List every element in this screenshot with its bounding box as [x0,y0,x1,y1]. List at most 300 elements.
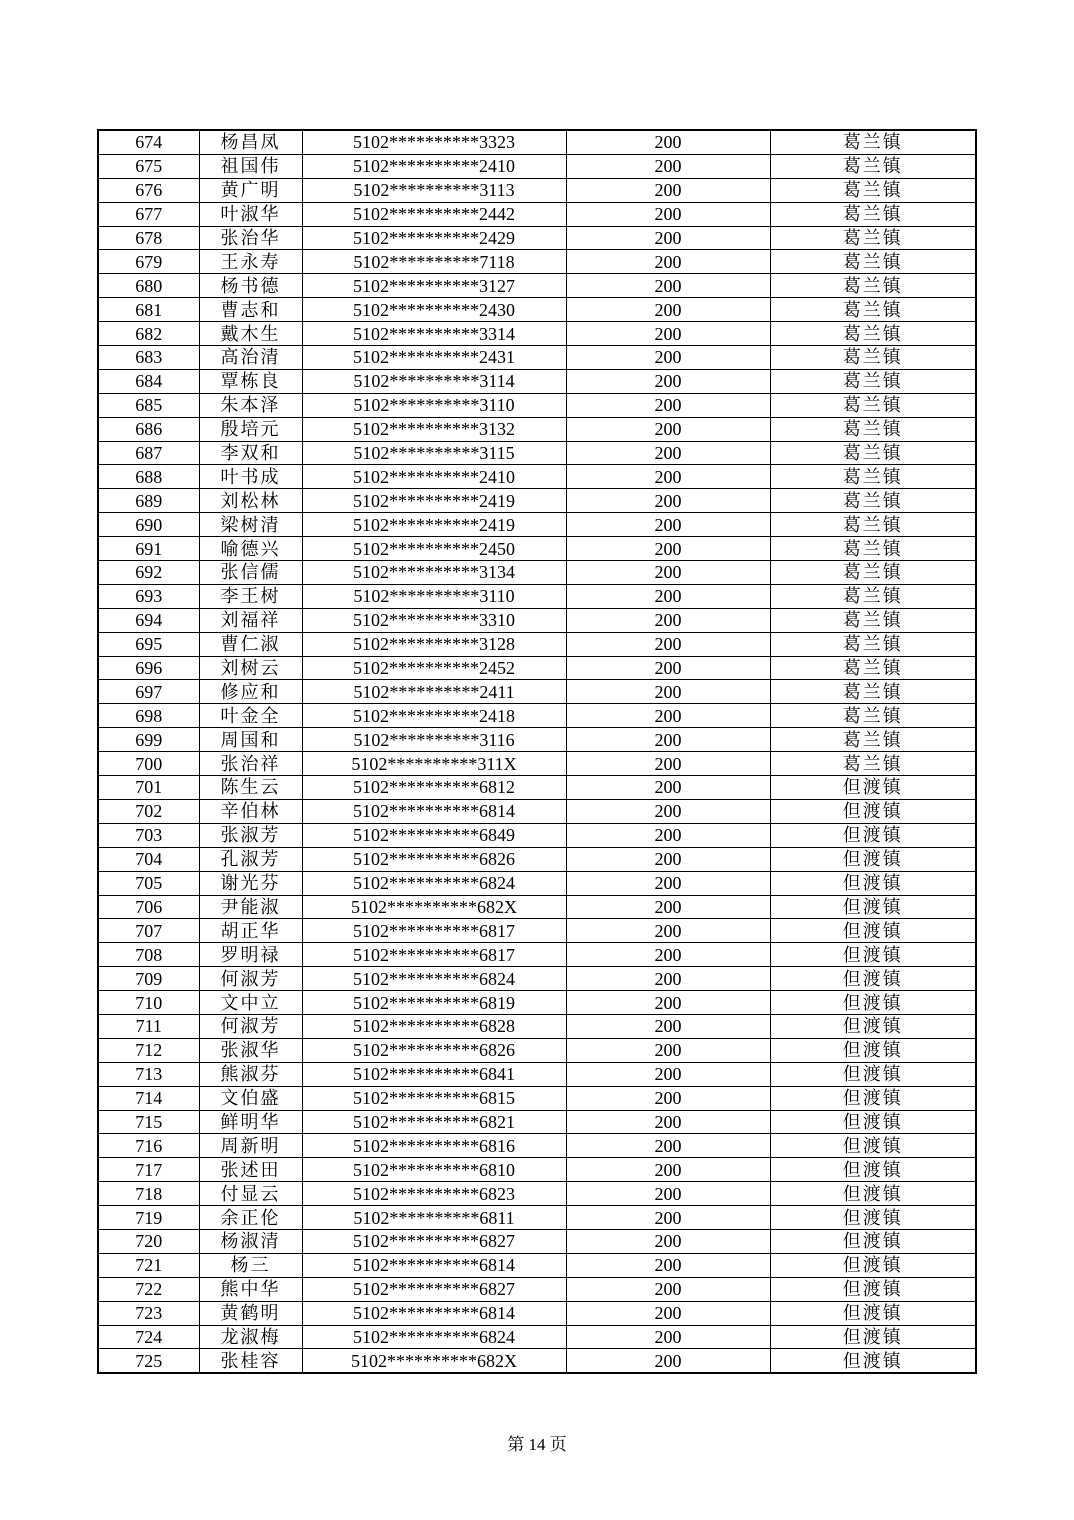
row-number-cell: 686 [98,417,199,441]
town-cell: 但渡镇 [770,1014,976,1038]
id-number-cell: 5102**********3127 [302,274,566,298]
id-number-cell: 5102**********2429 [302,226,566,250]
name-cell: 王永寿 [199,250,302,274]
row-number-cell: 679 [98,250,199,274]
name-cell: 龙淑梅 [199,1325,302,1349]
table-row [98,799,976,823]
amount-cell: 200 [566,369,770,393]
id-number-cell: 5102**********7118 [302,250,566,274]
town-cell: 但渡镇 [770,847,976,871]
amount-cell: 200 [566,393,770,417]
amount-cell: 200 [566,346,770,370]
name-cell: 喻德兴 [199,537,302,561]
amount-cell: 200 [566,1253,770,1277]
row-number-cell: 703 [98,823,199,847]
row-number-cell: 722 [98,1277,199,1301]
name-cell: 刘松林 [199,489,302,513]
amount-cell: 200 [566,322,770,346]
amount-cell: 200 [566,943,770,967]
amount-cell: 200 [566,823,770,847]
amount-cell: 200 [566,537,770,561]
table-row [98,1325,976,1349]
row-number-cell: 719 [98,1206,199,1230]
table-row [98,130,976,154]
table-row [98,608,976,632]
table-row [98,441,976,465]
town-cell: 葛兰镇 [770,226,976,250]
id-number-cell: 5102**********3323 [302,130,566,154]
row-number-cell: 695 [98,632,199,656]
id-number-cell: 5102**********6811 [302,1206,566,1230]
town-cell: 葛兰镇 [770,752,976,776]
row-number-cell: 701 [98,776,199,800]
name-cell: 张信儒 [199,561,302,585]
name-cell: 祖国伟 [199,154,302,178]
amount-cell: 200 [566,1325,770,1349]
amount-cell: 200 [566,1062,770,1086]
row-number-cell: 710 [98,991,199,1015]
name-cell: 叶淑华 [199,202,302,226]
name-cell: 修应和 [199,680,302,704]
town-cell: 但渡镇 [770,1349,976,1373]
amount-cell: 200 [566,226,770,250]
id-number-cell: 5102**********2430 [302,298,566,322]
row-number-cell: 705 [98,871,199,895]
amount-cell: 200 [566,1014,770,1038]
town-cell: 葛兰镇 [770,632,976,656]
name-cell: 熊淑芬 [199,1062,302,1086]
id-number-cell: 5102**********2418 [302,704,566,728]
town-cell: 但渡镇 [770,1158,976,1182]
table-row [98,776,976,800]
table-row [98,1349,976,1373]
id-number-cell: 5102**********3134 [302,561,566,585]
name-cell: 陈生云 [199,776,302,800]
row-number-cell: 675 [98,154,199,178]
name-cell: 何淑芳 [199,1014,302,1038]
table-row [98,1062,976,1086]
name-cell: 覃栋良 [199,369,302,393]
row-number-cell: 700 [98,752,199,776]
town-cell: 但渡镇 [770,1301,976,1325]
row-number-cell: 711 [98,1014,199,1038]
table-row [98,561,976,585]
town-cell: 葛兰镇 [770,704,976,728]
table-row [98,823,976,847]
table-row [98,178,976,202]
row-number-cell: 718 [98,1182,199,1206]
id-number-cell: 5102**********3110 [302,393,566,417]
id-number-cell: 5102**********6827 [302,1277,566,1301]
town-cell: 葛兰镇 [770,728,976,752]
town-cell: 但渡镇 [770,895,976,919]
town-cell: 葛兰镇 [770,322,976,346]
amount-cell: 200 [566,1277,770,1301]
row-number-cell: 681 [98,298,199,322]
id-number-cell: 5102**********6810 [302,1158,566,1182]
amount-cell: 200 [566,991,770,1015]
town-cell: 葛兰镇 [770,608,976,632]
id-number-cell: 5102**********6814 [302,1253,566,1277]
town-cell: 葛兰镇 [770,369,976,393]
town-cell: 葛兰镇 [770,346,976,370]
name-cell: 周新明 [199,1134,302,1158]
table-row [98,752,976,776]
town-cell: 葛兰镇 [770,561,976,585]
row-number-cell: 688 [98,465,199,489]
table-row [98,537,976,561]
amount-cell: 200 [566,704,770,728]
id-number-cell: 5102**********3128 [302,632,566,656]
town-cell: 葛兰镇 [770,250,976,274]
table-row [98,154,976,178]
town-cell: 葛兰镇 [770,202,976,226]
name-cell: 黄广明 [199,178,302,202]
id-number-cell: 5102**********6817 [302,943,566,967]
amount-cell: 200 [566,465,770,489]
id-number-cell: 5102**********6823 [302,1182,566,1206]
town-cell: 但渡镇 [770,1038,976,1062]
id-number-cell: 5102**********2450 [302,537,566,561]
name-cell: 曹仁淑 [199,632,302,656]
id-number-cell: 5102**********6841 [302,1062,566,1086]
name-cell: 余正伦 [199,1206,302,1230]
amount-cell: 200 [566,1182,770,1206]
table-row [98,202,976,226]
name-cell: 张述田 [199,1158,302,1182]
name-cell: 文中立 [199,991,302,1015]
town-cell: 但渡镇 [770,1086,976,1110]
name-cell: 文伯盛 [199,1086,302,1110]
amount-cell: 200 [566,967,770,991]
row-number-cell: 717 [98,1158,199,1182]
row-number-cell: 685 [98,393,199,417]
id-number-cell: 5102**********6824 [302,967,566,991]
table-row [98,1206,976,1230]
row-number-cell: 702 [98,799,199,823]
id-number-cell: 5102**********3114 [302,369,566,393]
name-cell: 张淑芳 [199,823,302,847]
name-cell: 叶金全 [199,704,302,728]
name-cell: 胡正华 [199,919,302,943]
table-row [98,322,976,346]
town-cell: 但渡镇 [770,1134,976,1158]
row-number-cell: 691 [98,537,199,561]
town-cell: 但渡镇 [770,871,976,895]
name-cell: 周国和 [199,728,302,752]
town-cell: 但渡镇 [770,1277,976,1301]
id-number-cell: 5102**********3113 [302,178,566,202]
town-cell: 但渡镇 [770,1253,976,1277]
town-cell: 葛兰镇 [770,513,976,537]
table-row [98,513,976,537]
name-cell: 付显云 [199,1182,302,1206]
row-number-cell: 674 [98,130,199,154]
id-number-cell: 5102**********3110 [302,584,566,608]
id-number-cell: 5102**********682X [302,1349,566,1373]
page-number-footer: 第 14 页 [507,1435,567,1454]
amount-cell: 200 [566,871,770,895]
town-cell: 葛兰镇 [770,274,976,298]
table-row [98,871,976,895]
amount-cell: 200 [566,1110,770,1134]
name-cell: 刘树云 [199,656,302,680]
amount-cell: 200 [566,1134,770,1158]
name-cell: 李王树 [199,584,302,608]
town-cell: 葛兰镇 [770,298,976,322]
row-number-cell: 716 [98,1134,199,1158]
table-row [98,417,976,441]
amount-cell: 200 [566,895,770,919]
row-number-cell: 682 [98,322,199,346]
table-row [98,632,976,656]
id-number-cell: 5102**********6826 [302,1038,566,1062]
id-number-cell: 5102**********6826 [302,847,566,871]
table-row [98,919,976,943]
roster-table-body [98,130,976,1373]
id-number-cell: 5102**********6828 [302,1014,566,1038]
id-number-cell: 5102**********6814 [302,799,566,823]
name-cell: 叶书成 [199,465,302,489]
row-number-cell: 715 [98,1110,199,1134]
id-number-cell: 5102**********3115 [302,441,566,465]
row-number-cell: 694 [98,608,199,632]
name-cell: 张治祥 [199,752,302,776]
table-row [98,943,976,967]
town-cell: 葛兰镇 [770,489,976,513]
table-row [98,1277,976,1301]
row-number-cell: 720 [98,1229,199,1253]
id-number-cell: 5102**********2410 [302,154,566,178]
amount-cell: 200 [566,680,770,704]
id-number-cell: 5102**********6814 [302,1301,566,1325]
row-number-cell: 689 [98,489,199,513]
table-row [98,250,976,274]
amount-cell: 200 [566,1349,770,1373]
town-cell: 但渡镇 [770,1062,976,1086]
name-cell: 罗明禄 [199,943,302,967]
town-cell: 但渡镇 [770,1325,976,1349]
id-number-cell: 5102**********6849 [302,823,566,847]
town-cell: 葛兰镇 [770,178,976,202]
id-number-cell: 5102**********2431 [302,346,566,370]
amount-cell: 200 [566,584,770,608]
row-number-cell: 704 [98,847,199,871]
table-row [98,1229,976,1253]
id-number-cell: 5102**********3116 [302,728,566,752]
row-number-cell: 723 [98,1301,199,1325]
id-number-cell: 5102**********6819 [302,991,566,1015]
row-number-cell: 692 [98,561,199,585]
row-number-cell: 725 [98,1349,199,1373]
row-number-cell: 696 [98,656,199,680]
row-number-cell: 699 [98,728,199,752]
id-number-cell: 5102**********2419 [302,513,566,537]
amount-cell: 200 [566,154,770,178]
id-number-cell: 5102**********6827 [302,1229,566,1253]
name-cell: 梁树清 [199,513,302,537]
name-cell: 黄鹤明 [199,1301,302,1325]
town-cell: 但渡镇 [770,1182,976,1206]
table-row [98,393,976,417]
id-number-cell: 5102**********2442 [302,202,566,226]
row-number-cell: 693 [98,584,199,608]
table-row [98,656,976,680]
table-row [98,847,976,871]
table-row [98,298,976,322]
amount-cell: 200 [566,298,770,322]
id-number-cell: 5102**********311X [302,752,566,776]
amount-cell: 200 [566,274,770,298]
name-cell: 辛伯林 [199,799,302,823]
town-cell: 葛兰镇 [770,656,976,680]
town-cell: 但渡镇 [770,1110,976,1134]
roster-table [97,129,977,1374]
table-row [98,967,976,991]
id-number-cell: 5102**********6815 [302,1086,566,1110]
id-number-cell: 5102**********6816 [302,1134,566,1158]
row-number-cell: 709 [98,967,199,991]
amount-cell: 200 [566,656,770,680]
table-row [98,728,976,752]
name-cell: 谢光芬 [199,871,302,895]
town-cell: 但渡镇 [770,919,976,943]
table-row [98,1038,976,1062]
id-number-cell: 5102**********2411 [302,680,566,704]
row-number-cell: 713 [98,1062,199,1086]
row-number-cell: 706 [98,895,199,919]
table-row [98,1110,976,1134]
amount-cell: 200 [566,847,770,871]
town-cell: 但渡镇 [770,943,976,967]
town-cell: 葛兰镇 [770,154,976,178]
name-cell: 李双和 [199,441,302,465]
row-number-cell: 690 [98,513,199,537]
town-cell: 葛兰镇 [770,417,976,441]
name-cell: 高治清 [199,346,302,370]
row-number-cell: 680 [98,274,199,298]
name-cell: 张桂容 [199,1349,302,1373]
name-cell: 杨淑清 [199,1229,302,1253]
amount-cell: 200 [566,1086,770,1110]
row-number-cell: 683 [98,346,199,370]
table-row [98,346,976,370]
table-row [98,1086,976,1110]
name-cell: 杨书德 [199,274,302,298]
town-cell: 葛兰镇 [770,393,976,417]
id-number-cell: 5102**********6817 [302,919,566,943]
amount-cell: 200 [566,1038,770,1062]
amount-cell: 200 [566,417,770,441]
town-cell: 但渡镇 [770,776,976,800]
name-cell: 孔淑芳 [199,847,302,871]
name-cell: 朱本泽 [199,393,302,417]
table-row [98,584,976,608]
row-number-cell: 697 [98,680,199,704]
name-cell: 尹能淑 [199,895,302,919]
name-cell: 曹志和 [199,298,302,322]
name-cell: 鲜明华 [199,1110,302,1134]
table-row [98,1014,976,1038]
amount-cell: 200 [566,513,770,537]
amount-cell: 200 [566,1229,770,1253]
amount-cell: 200 [566,728,770,752]
table-row [98,1253,976,1277]
amount-cell: 200 [566,561,770,585]
amount-cell: 200 [566,202,770,226]
table-row [98,991,976,1015]
row-number-cell: 721 [98,1253,199,1277]
town-cell: 但渡镇 [770,1206,976,1230]
table-row [98,226,976,250]
amount-cell: 200 [566,608,770,632]
id-number-cell: 5102**********6824 [302,871,566,895]
town-cell: 葛兰镇 [770,465,976,489]
id-number-cell: 5102**********3314 [302,322,566,346]
town-cell: 葛兰镇 [770,680,976,704]
row-number-cell: 687 [98,441,199,465]
name-cell: 杨昌凤 [199,130,302,154]
town-cell: 葛兰镇 [770,441,976,465]
row-number-cell: 676 [98,178,199,202]
id-number-cell: 5102**********3310 [302,608,566,632]
row-number-cell: 714 [98,1086,199,1110]
name-cell: 殷培元 [199,417,302,441]
town-cell: 但渡镇 [770,823,976,847]
amount-cell: 200 [566,489,770,513]
table-row [98,1301,976,1325]
row-number-cell: 707 [98,919,199,943]
row-number-cell: 698 [98,704,199,728]
table-row [98,704,976,728]
id-number-cell: 5102**********6821 [302,1110,566,1134]
name-cell: 杨三 [199,1253,302,1277]
town-cell: 葛兰镇 [770,130,976,154]
town-cell: 葛兰镇 [770,584,976,608]
row-number-cell: 712 [98,1038,199,1062]
town-cell: 但渡镇 [770,799,976,823]
name-cell: 刘福祥 [199,608,302,632]
id-number-cell: 5102**********2419 [302,489,566,513]
table-row [98,680,976,704]
name-cell: 何淑芳 [199,967,302,991]
table-row [98,465,976,489]
amount-cell: 200 [566,1301,770,1325]
table-row [98,895,976,919]
table-row [98,1158,976,1182]
name-cell: 张治华 [199,226,302,250]
table-row [98,489,976,513]
amount-cell: 200 [566,752,770,776]
row-number-cell: 677 [98,202,199,226]
id-number-cell: 5102**********6812 [302,776,566,800]
id-number-cell: 5102**********6824 [302,1325,566,1349]
town-cell: 但渡镇 [770,991,976,1015]
amount-cell: 200 [566,799,770,823]
row-number-cell: 724 [98,1325,199,1349]
amount-cell: 200 [566,178,770,202]
town-cell: 但渡镇 [770,967,976,991]
name-cell: 熊中华 [199,1277,302,1301]
id-number-cell: 5102**********2410 [302,465,566,489]
amount-cell: 200 [566,130,770,154]
table-row [98,274,976,298]
row-number-cell: 708 [98,943,199,967]
amount-cell: 200 [566,250,770,274]
amount-cell: 200 [566,1206,770,1230]
town-cell: 但渡镇 [770,1229,976,1253]
table-row [98,369,976,393]
